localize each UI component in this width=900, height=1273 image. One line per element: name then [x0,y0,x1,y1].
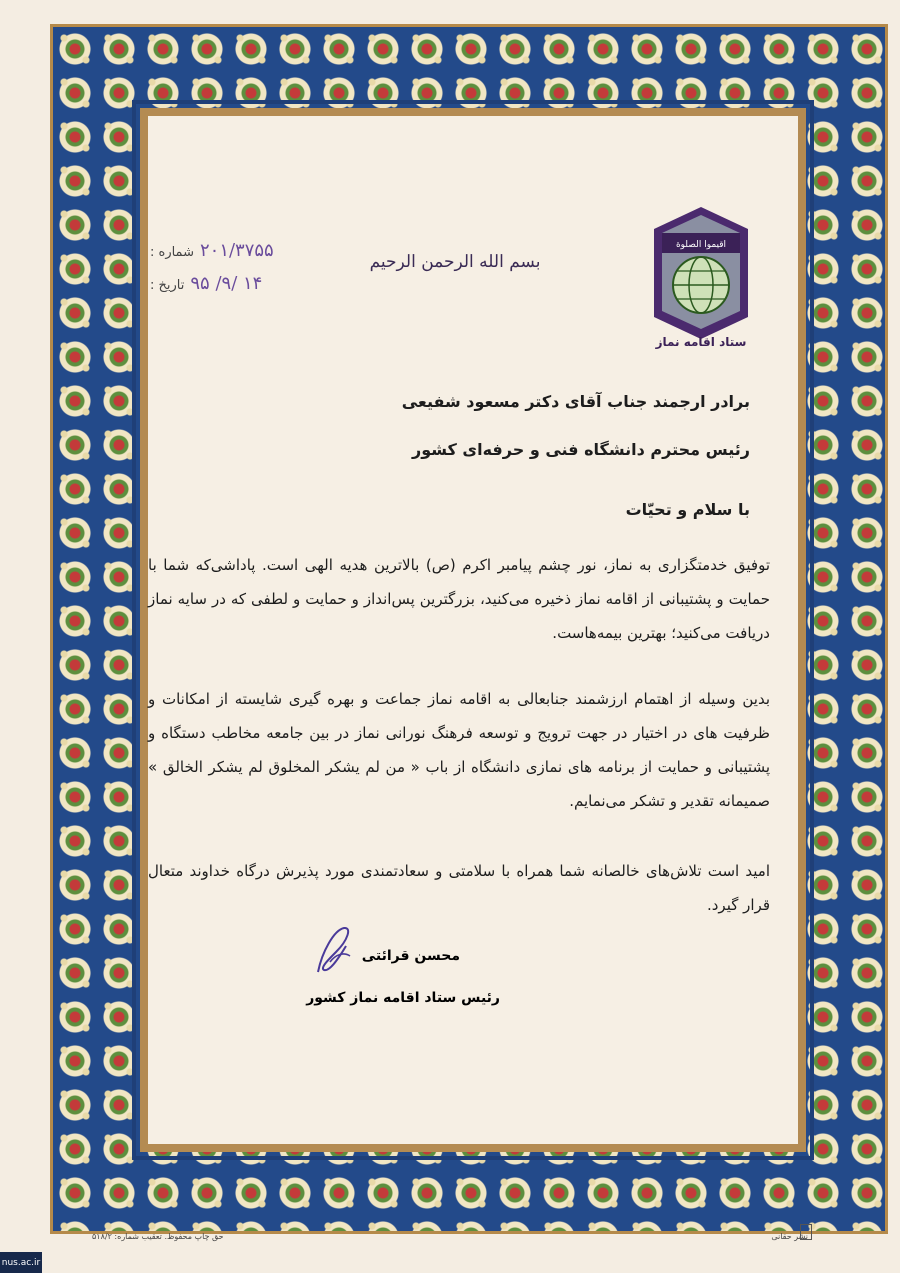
reference-block [150,240,310,306]
footer-copyright: حق چاپ محفوظ. تعقیب شماره: ۵۱۸/۲ [92,1232,224,1241]
number-row [150,240,310,261]
bismillah: بسم الله الرحمن الرحیم [369,252,541,272]
number-label: شماره : [150,245,194,260]
addressee-title: رئیس محترم دانشگاه فنی و حرفه‌ای کشور [412,440,750,459]
date-row [150,273,310,294]
greeting: با سلام و تحیّات [625,500,750,519]
paragraph-text: توفیق خدمتگزاری به نماز، نور چشم پیامبر اکرم (ص) بالاترین هدیه الهی است. پاداشی‌که شما با حمایت و پشتیبانی از اقامه نماز ذخیره می‌کنید، بزرگترین پس‌انداز و حمایت و لطفی که در سایه نماز دریافت می‌کنید؛ بهترین بیمه‌هاست. [148,556,770,642]
body-paragraph-3 [148,854,770,922]
logo-top-text: اقیموا الصلوة [675,240,727,250]
addressee-name: برادر ارجمند جناب آقای دکتر مسعود شفیعی [401,392,750,411]
paragraph-text: امید است تلاش‌های خالصانه شما همراه با سلامتی و سعادتمندی مورد پذیرش درگاه خداوند متعال قرار گیرد. [148,862,770,914]
publisher-mark-icon [800,1224,812,1240]
date-label: تاریخ : [150,278,185,293]
signer-title: رئیس ستاد اقامه نماز کشور [306,990,500,1006]
footer-publisher: نشر حقانی [771,1232,808,1241]
logo-bottom-text: ستاد اقامه نماز [655,335,747,349]
date-value: ۱۴ /۹/ ۹۵ [190,273,263,294]
site-watermark-tag: nus.ac.ir [0,1252,42,1273]
body-paragraph-1 [148,548,770,650]
staff-emblem-logo-icon [652,205,750,350]
signer-name: محسن قرائتی [361,948,460,964]
body-paragraph-2 [148,682,770,818]
number-value: ۲۰۱/۳۷۵۵ [199,240,274,261]
paragraph-text: بدین وسیله از اهتمام ارزشمند جنابعالی به اقامه نماز جماعت و بهره گیری شایسته از امکانات و ظرفیت های در اختیار در جهت ترویج و توسعه فرهنگ نورانی نماز در بین جامعه مخاطب دستگاه و پشتیبانی و حمایت از برنامه های نمازی دانشگاه از باب « من لم یشکر المخلوق لم یشکر الخالق » صمیمانه تقدیر و تشکر می‌نمایم. [148,690,770,810]
